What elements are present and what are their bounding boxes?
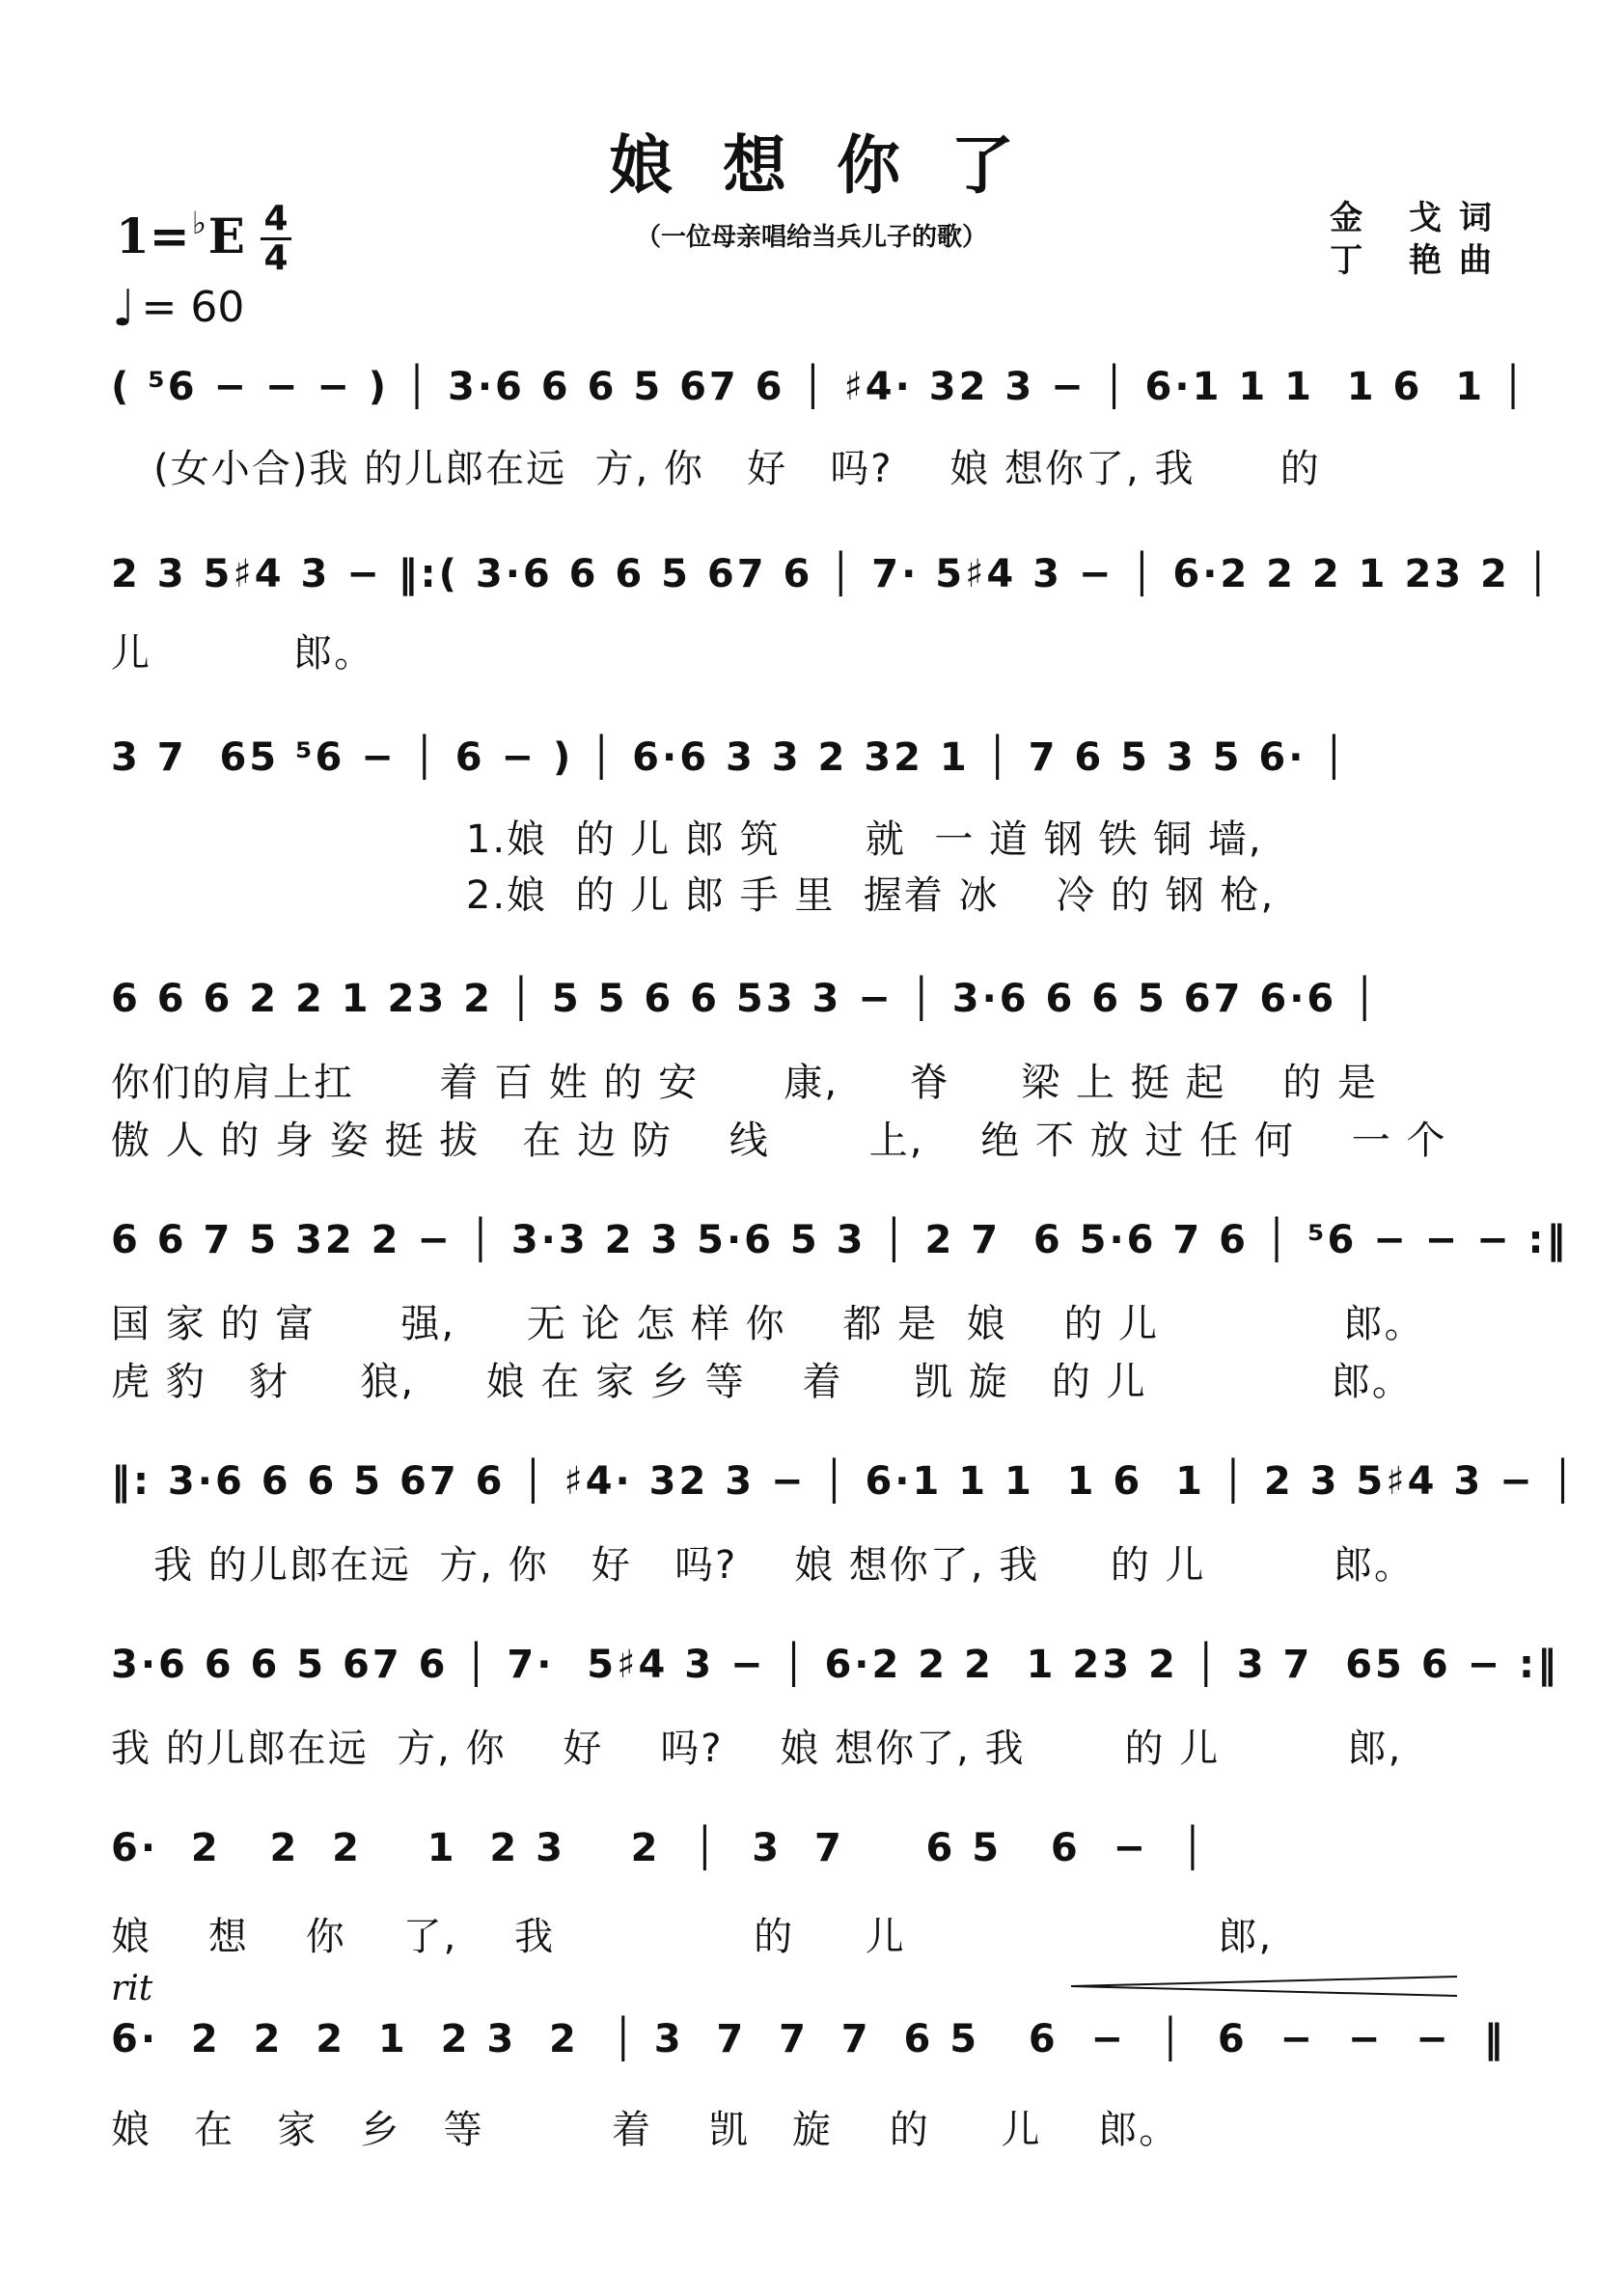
lyric-line-1: (女小合)我 的儿郎在远 方, 你 好 吗? 娘 想你了, 我 的 (111, 447, 1321, 491)
quarter-note-icon: ♩ (112, 280, 136, 338)
lyric-line-6: 我 的儿郎在远 方, 你 好 吗? 娘 想你了, 我 的 儿 郎。 (111, 1543, 1415, 1588)
lyric-line-4a: 你们的肩上扛 着 百 姓 的 安 康, 脊 梁 上 挺 起 的 是 (111, 1061, 1379, 1105)
notation-line-6: ‖: 3·6 6 6 5 67 6 │ ♯4· 32 3 − │ 6·1 1 1 1 6 1 │ 2 3 5♯4 3 − │ (111, 1459, 1578, 1504)
tempo-value: = 60 (141, 283, 245, 332)
flat-icon: ♭ (191, 205, 206, 241)
tempo-marking (112, 280, 244, 338)
notation-line-3: 3 7 65 ⁵6 − │ 6 − ) │ 6·6 3 3 2 32 1 │ 7 6 5 3 5 6· │ (111, 735, 1349, 780)
lyric-line-9: 娘 在 家 乡 等 着 凯 旋 的 儿 郎。 (111, 2108, 1180, 2152)
lyric-line-5a: 国 家 的 富 强, 无 论 怎 样 你 都 是 娘 的 儿 郎。 (111, 1302, 1425, 1346)
lyricist-credit: 金 戈词 (1330, 199, 1509, 237)
key-prefix: 1= (116, 207, 190, 264)
lyric-line-5b: 虎 豹 豺 狼, 娘 在 家 乡 等 着 凯 旋 的 儿 郎。 (111, 1360, 1413, 1404)
notation-line-9: 6· 2 2 2 1 2 3 2 │ 3 7 7 7 6 5 6 − │ 6 − − − ‖ (111, 2017, 1506, 2061)
lyric-line-3a: 1.娘 的 儿 郎 筑 就 一 道 钢 铁 铜 墙, (111, 817, 1263, 862)
notation-line-2: 2 3 5♯4 3 − ‖:( 3·6 6 6 5 67 6 │ 7· 5♯4 3 − │ 6·2 2 2 1 23 2 │ (111, 552, 1553, 596)
key-note: E (207, 207, 245, 264)
time-signature-bottom: 4 (263, 238, 289, 278)
notation-line-4: 6 6 6 2 2 1 23 2 │ 5 5 6 6 53 3 − │ 3·6 6 6 5 67 6·6 │ (111, 977, 1380, 1021)
lyric-line-2: 儿 郎。 (111, 631, 375, 676)
notation-line-5: 6 6 7 5 32 2 − │ 3·3 2 3 5·6 5 3 │ 2 7 6 5·6 7 6 │ ⁵6 − − − :‖ (111, 1218, 1569, 1262)
lyric-line-4b: 傲 人 的 身 姿 挺 拔 在 边 防 线 上, 绝 不 放 过 任 何 一 个 (111, 1119, 1447, 1163)
lyric-line-3b: 2.娘 的 儿 郎 手 里 握着 冰 冷 的 钢 枪, (111, 873, 1276, 918)
time-signature (261, 199, 291, 278)
ritardando-marking: rit (111, 1969, 153, 2008)
composer-credit: 丁 艳曲 (1330, 241, 1509, 280)
song-title: 娘想你了 (609, 127, 1064, 203)
song-subtitle: （一位母亲唱给当兵儿子的歌） (635, 223, 987, 252)
lyric-line-8: 娘 想 你 了, 我 的 儿 郎, (111, 1915, 1274, 1959)
notation-line-1: ( ⁵6 − − − ) │ 3·6 6 6 5 67 6 │ ♯4· 32 3 − │ 6·1 1 1 1 6 1 │ (111, 365, 1528, 409)
key-signature (116, 205, 245, 264)
lyric-line-7: 我 的儿郎在远 方, 你 好 吗? 娘 想你了, 我 的 儿 郎, (111, 1727, 1403, 1771)
time-signature-top: 4 (263, 199, 289, 238)
notation-line-8: 6· 2 2 2 1 2 3 2 │ 3 7 6 5 6 − │ (111, 1826, 1207, 1870)
notation-line-7: 3·6 6 6 5 67 6 │ 7· 5♯4 3 − │ 6·2 2 2 1 23 2 │ 3 7 65 6 − :‖ (111, 1643, 1560, 1687)
diminuendo-hairpin (1071, 1973, 1467, 2002)
